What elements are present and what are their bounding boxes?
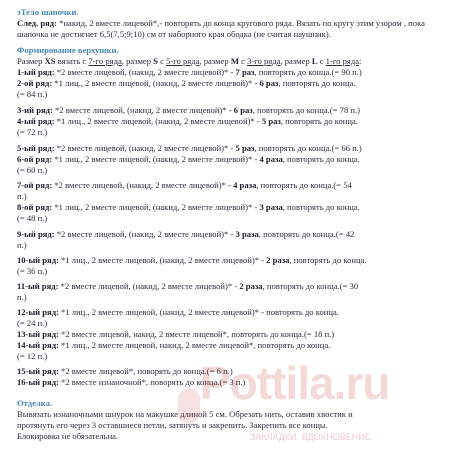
row-repeat-count: 3 раза <box>235 229 259 239</box>
pattern-row <box>17 307 455 318</box>
size-s: S <box>153 56 158 66</box>
row-label: 15-ый ряд: <box>17 366 59 376</box>
row-stitch-count: (= 36 п.) <box>17 266 48 276</box>
row-text: *1 лиц., 2 вместе лицевой, накид, 2 вместе лицевой*, повторять до конца. <box>58 340 331 350</box>
row-text: *2 вместе лицевой, (накид, 2 вместе лицевой)* - <box>52 180 234 190</box>
row-text: *2 вместе лицевой, (накид, 2 вместе лицевой)* - <box>54 67 236 77</box>
pattern-row <box>17 143 455 154</box>
row-tail: , повторять до конца. <box>289 255 367 265</box>
row-text: *1 лиц., 2 вместе лицевой, (накид, 2 вместе лицевой)* - <box>52 202 260 212</box>
crown-text: *накид, 2 вместе лицевой*,- повторять до конца кругового ряда. Вязать по кругу этим узором , пока шапочка не достигнет 6,5(7,5;9;10) см от наборного края ободка (не считая наушник). <box>17 18 425 39</box>
row-label: 10-ый ряд: <box>17 255 59 265</box>
row-text: *2 вместе лицевой, (накид, 2 вместе лицевой)* - <box>54 229 236 239</box>
row-tail: , повторять до конца.(= 42 <box>258 229 355 239</box>
row-stitch-count: (= 48 п.) <box>17 213 48 223</box>
row-repeat-count: 2 раза <box>239 281 263 291</box>
row-text: *2 вместе изнаночной*, поворять до конца.(= 3 п.) <box>58 377 246 387</box>
row-text: *1 лиц., 2 вместе лицевой, (накид, 2 вместе лицевой)* - <box>54 116 262 126</box>
sizes-intro: Размер <box>17 56 45 66</box>
row-label: 1-ый ряд: <box>17 67 55 77</box>
row-label: 12-ый ряд: <box>17 307 59 317</box>
row-text: *2 вместе лицевой, (накид, 2 вместе лицевой)* - <box>54 143 236 153</box>
row-label: 13-ый ряд: <box>17 329 59 339</box>
size-l-end: : <box>359 56 362 66</box>
size-m-text: с <box>238 56 248 66</box>
size-m-pre: , размер <box>199 56 231 66</box>
row-tail: , повторять до конца. <box>282 202 360 212</box>
pattern-row <box>17 366 455 377</box>
row-label: 16-ый ряд: <box>17 377 59 387</box>
row-text: *1 лиц., 2 вместе лицевой, (накид, 2 вместе лицевой)* - <box>52 78 260 88</box>
row-text: *2 вместе лицевой, (накид, 2 вместе лицевой)* - <box>58 281 240 291</box>
row-repeat-count: 5 раз <box>261 116 281 126</box>
row-label: 2-ой ряд: <box>17 78 53 88</box>
row-tail: , повторять до конца.(= 54 <box>256 180 352 190</box>
size-xs-row: 7-го ряда <box>88 56 122 66</box>
row-tail: , повторять до конца. <box>280 116 358 126</box>
row-stitch-count: п.) <box>17 191 27 201</box>
row-text: *2 вместе лицевой*, поворять до конца.(= 6 п.) <box>58 366 233 376</box>
row-repeat-count: 6 раз <box>233 105 253 115</box>
crown-row-label: След. ряд: <box>17 18 58 28</box>
row-tail: , повторять до конца.(= 90 п.) <box>254 67 362 77</box>
row-repeat-count: 3 раза <box>259 202 283 212</box>
row-stitch-count: (= 12 п.) <box>17 351 48 361</box>
row-text: *1 лиц., 2 вместе лицевой, (накид, 2 вместе лицевой)* - <box>52 154 260 164</box>
row-repeat-count: 2 раза <box>266 255 290 265</box>
pattern-row <box>17 154 455 165</box>
pattern-row <box>17 229 455 240</box>
size-xs-text: вязать с <box>55 56 89 66</box>
row-repeat-count: 6 раз <box>259 78 279 88</box>
row-label: 7-ой ряд: <box>17 180 53 190</box>
row-label: 4-ый ряд: <box>17 116 55 126</box>
sizes-line <box>17 56 455 67</box>
row-label: 11-ый ряд: <box>17 281 59 291</box>
watermark-pin-icon <box>178 388 200 424</box>
top-heading: Формирование верхушки. <box>17 45 119 55</box>
size-m: M <box>230 56 239 66</box>
crown-heading: эТело шапочки. <box>17 7 79 17</box>
pattern-row <box>17 116 455 127</box>
size-s-row: 5-го ряда <box>166 56 200 66</box>
size-l-pre: , размер <box>280 56 312 66</box>
document-page <box>17 7 455 442</box>
row-repeat-count: 4 раза <box>259 154 283 164</box>
row-label: 6-ой ряд: <box>17 154 53 164</box>
size-l-row: 1-го ряда <box>325 56 360 66</box>
size-s-text: с <box>157 56 167 66</box>
pattern-row <box>17 105 455 116</box>
finish-heading: Отделка. <box>17 398 53 408</box>
size-m-row: 3-го ряда <box>247 56 281 66</box>
pattern-row <box>17 180 455 191</box>
size-s-pre: , размер <box>121 56 154 66</box>
row-text: *1 лиц., 2 вместе лицевой, (накид, 2 вместе лицевой)* - повторять до конца. <box>58 307 339 317</box>
finish-line-3: Блокировка не обязательна. <box>17 431 119 441</box>
size-xs: XS <box>44 56 56 66</box>
pattern-row <box>17 67 455 78</box>
pattern-row <box>17 78 455 89</box>
row-stitch-count: (= 24 п.) <box>17 318 48 328</box>
size-l: L <box>311 56 318 66</box>
row-tail: , повторять до конца.(= 78 п.) <box>252 105 361 115</box>
pattern-row <box>17 202 455 213</box>
row-text: *2 вместе лицевой, накид, 2 вместе лицевой*, повторять до конца.(= 18 п.) <box>58 329 335 339</box>
row-tail: , повторять до конца.(= 66 п.) <box>254 143 362 153</box>
row-text: *1 лиц., 2 вместе лицевой, (накид, 2 вместе лицевой)* - <box>58 255 267 265</box>
row-stitch-count: (= 60 п.) <box>17 165 48 175</box>
row-text: *2 вместе лицевой, (накид, 2 вместе лицевой)* - <box>52 105 234 115</box>
row-tail: , повторять до конца.(= 30 <box>262 281 359 291</box>
row-stitch-count: (= 84 п.) <box>17 89 48 99</box>
pattern-row <box>17 255 455 266</box>
row-stitch-count: п.) <box>17 292 27 302</box>
row-label: 9-ый ряд: <box>17 229 55 239</box>
row-label: 8-ой ряд: <box>17 202 53 212</box>
pattern-row <box>17 329 455 340</box>
row-label: 14-ый ряд: <box>17 340 59 350</box>
watermark-tagline: ЗАКЛАДКИ. ВДОХНОВЕНИЕ <box>250 432 371 442</box>
finish-line-2: протянуть его через 3 оставшиеся петли, затянуть и закрепить. Закрепить все концы. <box>17 420 328 430</box>
row-stitch-count: (= 72 п.) <box>17 127 48 137</box>
row-label: 5-ый ряд: <box>17 143 55 153</box>
row-label: 3-ий ряд: <box>17 105 53 115</box>
row-stitch-count: п.) <box>17 240 27 250</box>
crown-paragraph <box>17 18 455 40</box>
size-l-text: с <box>317 56 326 66</box>
finish-line-1: Вывязать изнаночными шнурок на макушке длиной 5 см. Обрезать нить, оставив хвостик и <box>17 409 353 419</box>
row-repeat-count: 4 раза <box>233 180 257 190</box>
pattern-row <box>17 340 455 351</box>
watermark-logo: Pottila.ru <box>200 357 390 409</box>
row-tail: , повторять до конца. <box>282 154 360 164</box>
row-repeat-count: 7 раз <box>235 67 255 77</box>
row-tail: , повторять до конца. <box>278 78 356 88</box>
pattern-row <box>17 281 455 292</box>
row-repeat-count: 5 раз <box>235 143 255 153</box>
